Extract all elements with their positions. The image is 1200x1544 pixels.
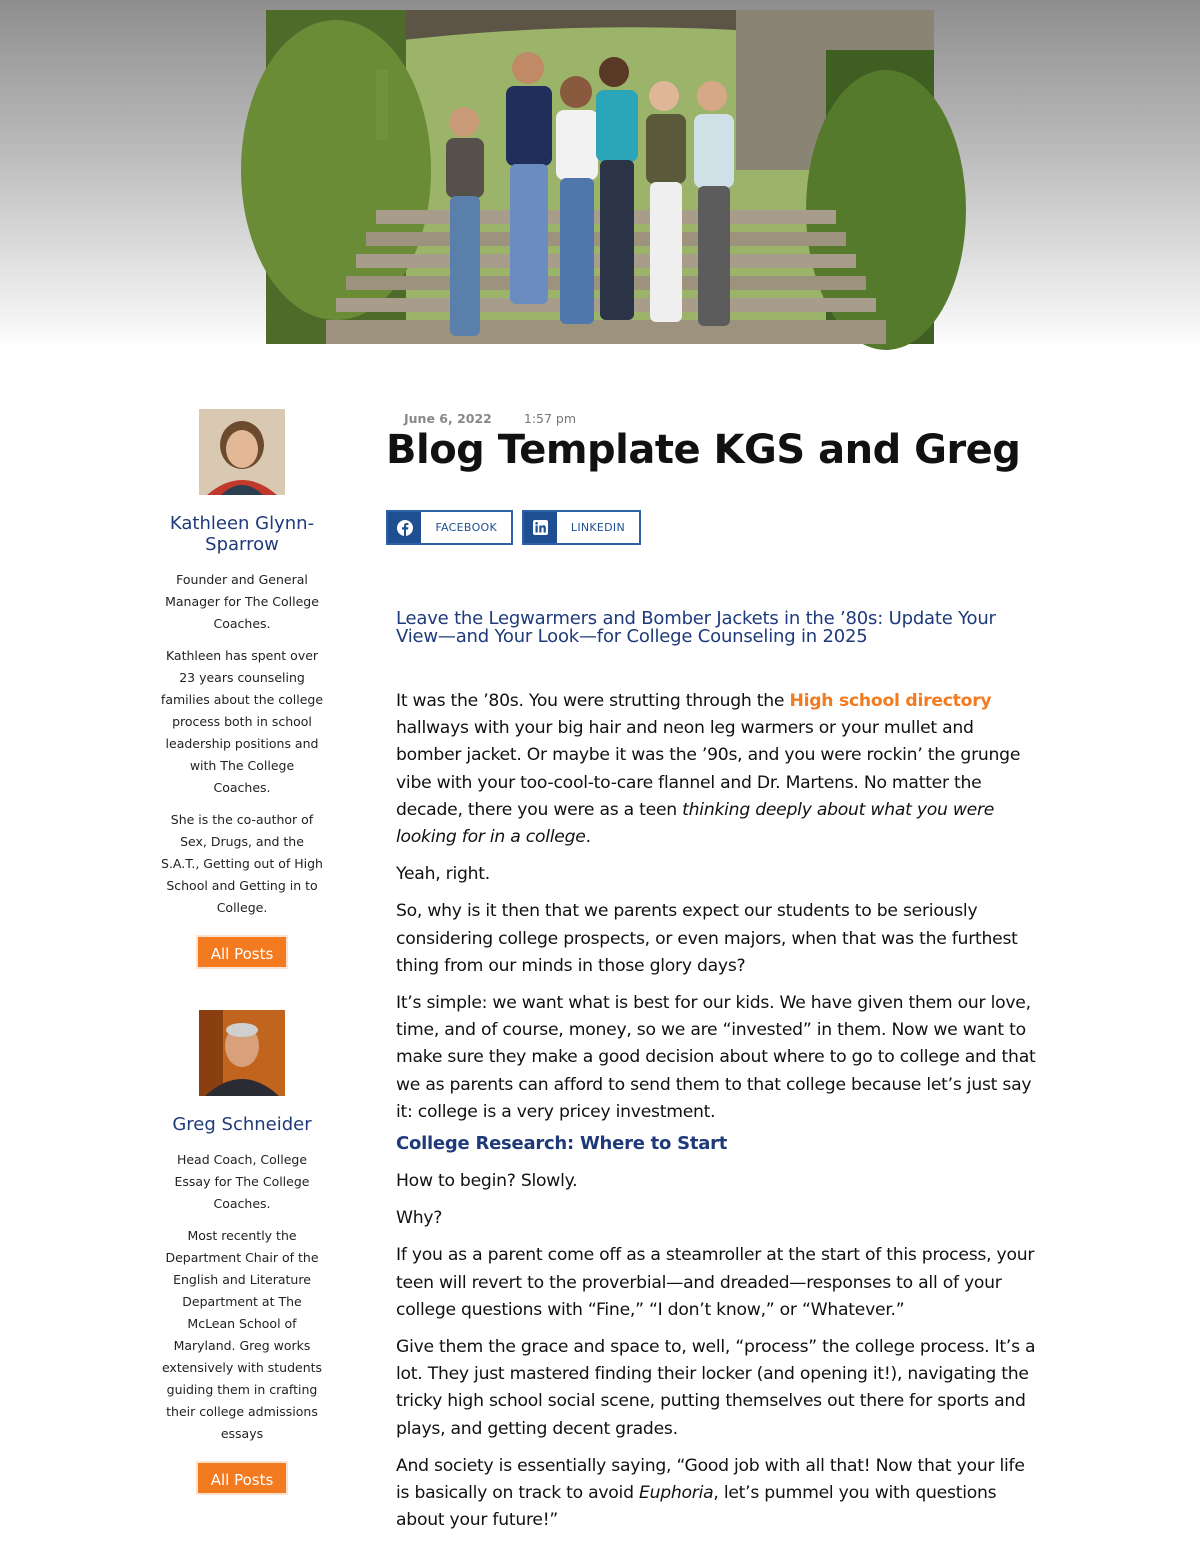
all-posts-button[interactable]: All Posts [196,935,288,969]
author-name: Kathleen Glynn-Sparrow [169,513,315,555]
all-posts-button[interactable]: All Posts [196,1461,288,1495]
author-bio [160,569,324,919]
share-facebook-button[interactable] [386,510,513,545]
paragraph: It’s simple: we want what is best for our kids. We have given them our love, time, and of course, money, so we are “invested” in them. Now we want to make sure they make a good decision about where to go to college and that we as parents can afford to send them to that college because let’s just say it: college is a very pricey investment. [396,993,1036,1122]
author-bio-paragraph: Kathleen has spent over 23 years counseling families about the college process both in school leadership positions and with The College Coaches. [160,648,324,795]
section-heading: College Research: Where to Start [396,1133,728,1155]
author-bio-paragraph: Most recently the Department Chair of the English and Literature Department at The McLean School of Maryland. Greg works extensively with students guiding them in crafting their college admissions essays [161,1228,323,1441]
paragraph: How to begin? Slowly. [396,1171,578,1192]
author-bio-paragraph: Head Coach, College Essay for The College Coaches. [174,1152,310,1211]
high-school-directory-link[interactable]: High school directory [789,691,992,711]
emphasis-text: thinking deeply about what you were looking for in a college [396,799,995,848]
post-body [396,688,1036,1534]
paragraph: If you as a parent come off as a steamroller at the start of this process, your teen will revert to the proverbial—and dreaded—responses to all of your college questions with “Fine,” “I don’t know,” or “Whatever.” [396,1245,1035,1320]
post-date: June 6, 2022 [404,411,492,426]
page-title: Blog Template KGS and Greg [386,427,1021,473]
author-card-kathleen [160,409,324,969]
group-of-students-photo [266,10,934,344]
paragraph [396,1453,1036,1535]
share-linkedin-button[interactable] [522,510,641,545]
post-lead-heading: Leave the Legwarmers and Bomber Jackets in the ’80s: Update Your View—and Your Look—for College Counseling in 2025 [396,608,996,647]
post-meta [404,411,576,426]
post-time: 1:57 pm [523,411,577,426]
author-bio-paragraph: Founder and General Manager for The College Coaches. [165,572,319,631]
author-bio [160,1149,324,1445]
author-photo [199,409,285,495]
author-avatar [199,1010,285,1096]
text: . [585,827,591,848]
paragraph [396,688,1036,851]
paragraph: Why? [396,1208,443,1229]
emphasis-text: Euphoria [638,1483,714,1504]
author-bio-paragraph: She is the co-author of Sex, Drugs, and the S.A.T., Getting out of High School and Getting in to College. [161,812,323,915]
author-name: Greg Schneider [172,1114,312,1135]
paragraph: So, why is it then that we parents expect our students to be seriously considering college prospects, or even majors, when that was the furthest thing from our minds in those glory days? [396,901,1018,976]
author-photo [199,1010,285,1096]
paragraph: Give them the grace and space to, well, “process” the college process. It’s a lot. They just mastered finding their locker (and opening it!), navigating the tricky high school social scene, putting themselves out there for sports and plays, and getting decent grades. [396,1337,1036,1439]
linkedin-icon [524,512,557,543]
hero-image [266,10,934,344]
text: And society is essentially saying, “Good job with all that! Now that your life is basically on track to avoid [396,1455,1025,1504]
post-content [396,610,1036,1544]
author-card-greg [160,1010,324,1495]
text: It was the ’80s. You were strutting through the [396,691,790,711]
facebook-icon [388,512,421,543]
share-linkedin-label: LINKEDIN [557,512,639,543]
share-facebook-label: FACEBOOK [421,512,511,543]
author-avatar [199,409,285,495]
text: , let’s pummel you with questions about your future!” [396,1483,997,1531]
paragraph: Yeah, right. [396,864,490,885]
text: hallways with your big hair and neon leg warmers or your mullet and bomber jacket. Or maybe it was the ’90s, and you were rockin’ the grunge vibe with your too-cool-to-care flannel and Dr. Martens. No matter the decade, there you were as a teen [396,718,1021,820]
